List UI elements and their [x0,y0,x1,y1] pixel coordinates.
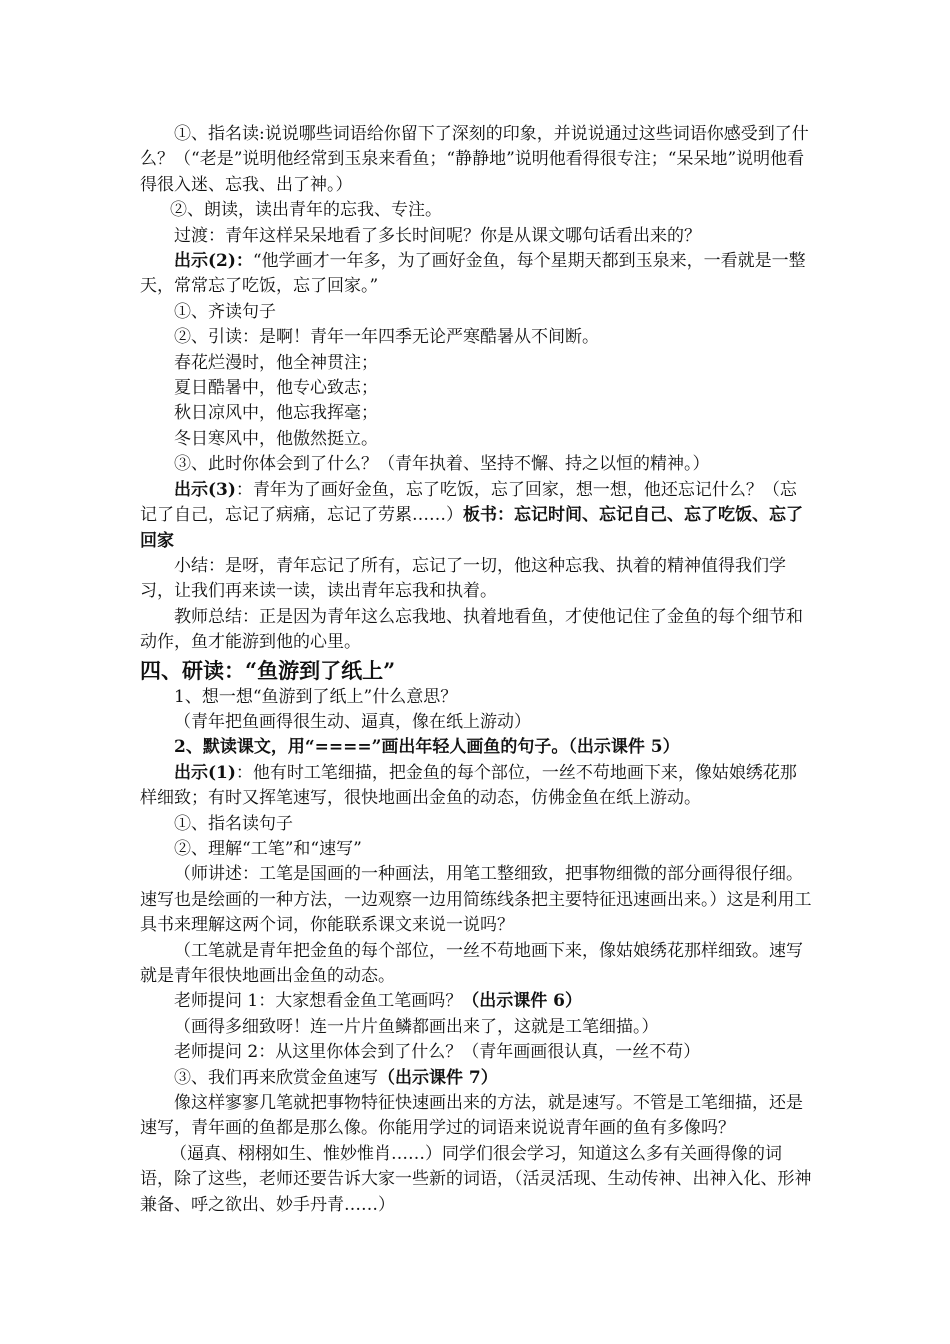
paragraph: 春花烂漫时，他全神贯注； [174,352,378,373]
step-text: ③、我们再来欣赏金鱼速写 [174,1067,378,1088]
document-body [140,122,812,1218]
paragraph: ①、齐读句子 [174,301,276,322]
paragraph: 1、想一想“鱼游到了纸上”什么意思？ [174,686,458,707]
paragraph: （逼真、栩栩如生、惟妙惟肖……）同学们很会学习，知道这么多有关画得像的词语，除了这些，老师还要告诉大家一些新的词语，（活灵活现、生动传神、出神入化、形神兼备、呼之欲出、妙手丹青……） [140,1143,812,1215]
paragraph: ①、指名读句子 [174,813,293,834]
paragraph: 过渡：青年这样呆呆地看了多长时间呢？你是从课文哪句话看出来的？ [174,225,701,246]
paragraph: 像这样寥寥几笔就把事物特征快速画出来的方法，就是速写。不管是工笔细描，还是速写，青年画的鱼都是那么像。你能用学过的词语来说说青年画的鱼有多像吗？ [140,1093,803,1139]
paragraph: （青年把鱼画得很生动、逼真，像在纸上游动） [174,711,531,732]
paragraph: （画得多细致呀！连一片片鱼鳞都画出来了，这就是工笔细描。） [174,1016,659,1037]
paragraph: ②、朗读，读出青年的忘我、专注。 [170,200,442,221]
paragraph: 老师提问 2：从这里你体会到了什么？（青年画画很认真，一丝不苟） [174,1042,701,1063]
paragraph: ②、引读：是啊！青年一年四季无论严寒酷暑从不间断。 [174,327,599,348]
paragraph [140,478,812,554]
show-label: 出示(2)： [174,251,253,272]
paragraph [140,1066,812,1091]
show-label: 出示(1) [174,762,236,783]
paragraph: ③、此时你体会到了什么？（青年执着、坚持不懈、持之以恒的精神。） [174,454,710,475]
paragraph: 2、默读课文，用“====”画出年轻人画鱼的句子。（出示课件 5） [174,737,680,758]
quote-text: “他学画才一年多，为了画好金鱼，每个星期天都到玉泉来，一看就是一整天，常常忘了吃饭，忘了回家。” [140,251,806,297]
teacher-question: 老师提问 1：大家想看金鱼工笔画吗？ [174,991,463,1012]
paragraph: 夏日酷暑中，他专心致志； [174,378,378,399]
section-heading: 四、研读：“鱼游到了纸上” [140,657,396,683]
board-note: 板书：忘记时间、忘记自己、忘了吃饭、忘了回家 [140,505,803,551]
paragraph [140,249,812,300]
paragraph [140,761,812,812]
paragraph: （师讲述：工笔是国画的一种画法，用笔工整细致，把事物细微的部分画得很仔细。速写也是绘画的一种方法，一边观察一边用简练线条把主要特征迅速画出来。）这是利用工具书来理解这两个词，你能联系课文来说一说吗？ [140,864,812,936]
quote-text: ：青年为了画好金鱼，忘了吃饭，忘了回家，想一想，他还忘记什么？（忘记了自己，忘记了病痛，忘记了劳累……） [140,479,797,526]
show-label: 出示(3) [174,479,236,500]
paragraph [140,989,812,1014]
paragraph: 秋日凉风中，他忘我挥毫； [174,403,378,424]
paragraph: 冬日寒风中，他傲然挺立。 [174,428,378,449]
paragraph: ①、指名读:说说哪些词语给你留下了深刻的印象，并说说通过这些词语你感受到了什么？（“老是”说明他经常到玉泉来看鱼；“静静地”说明他看得很专注；“呆呆地”说明他看得很入迷、忘我、出了神。） [140,124,809,195]
courseware-note: （出示课件 6） [462,991,582,1012]
paragraph: （工笔就是青年把金鱼的每个部位，一丝不苟地画下来，像姑娘绣花那样细致。速写就是青年很快地画出金鱼的动态。 [140,940,803,986]
paragraph: ②、理解“工笔”和“速写” [174,838,362,859]
paragraph: 教师总结：正是因为青年这么忘我地、执着地看鱼，才使他记住了金鱼的每个细节和动作，鱼才能游到他的心里。 [140,606,803,653]
quote-text: ：他有时工笔细描，把金鱼的每个部位，一丝不苟地画下来，像姑娘绣花那样细致；有时又挥笔速写，很快地画出金鱼的动态，仿佛金鱼在纸上游动。 [140,762,797,809]
paragraph: 小结：是呀，青年忘记了所有，忘记了一切，他这种忘我、执着的精神值得我们学习，让我们再来读一读，读出青年忘我和执着。 [140,555,786,602]
courseware-note: （出示课件 7） [378,1067,498,1088]
